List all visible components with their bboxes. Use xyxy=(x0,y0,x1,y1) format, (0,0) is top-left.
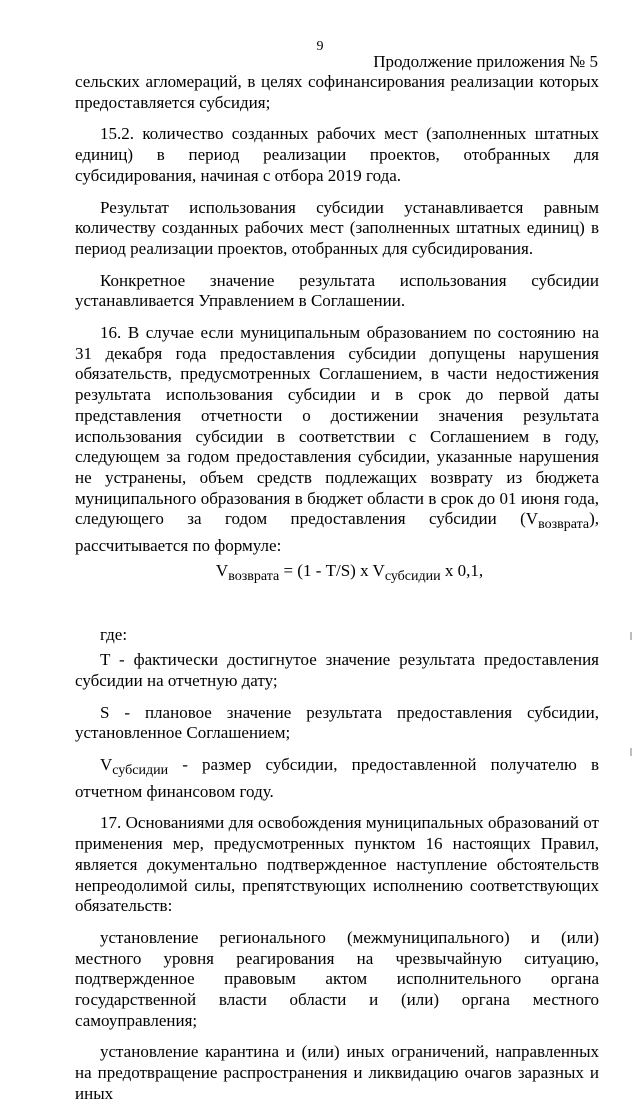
paragraph-17: 17. Основаниями для освобождения муниципальных образований от применения мер, предусмотренных пунктом 16 настоящих Правил, является документально подтвержденное наступление обстоятельств непреодолимой силы, препятствующих исполнению соответствующих обязательств: xyxy=(75,813,599,916)
definition-v-letter: V xyxy=(100,754,113,774)
paragraph-16-end: ), рассчитывается по формуле: xyxy=(75,509,599,556)
paragraph-quarantine: установление карантина и (или) иных ограничений, направленных на предотвращение распространения и ликвидацию очагов заразных и иных xyxy=(75,1042,599,1103)
definition-t: T - фактически достигнутое значение результата предоставления субсидии на отчетную дату; xyxy=(75,650,599,690)
where-label: где: xyxy=(100,625,128,645)
paragraph-15-2: 15.2. количество созданных рабочих мест (заполненных штатных единиц) в период реализации проектов, отобранных для субсидирования, начиная с отбора 2019 года. xyxy=(75,124,599,185)
paragraph-specific-value: Конкретное значение результата использования субсидии устанавливается Управлением в Соглашении. xyxy=(75,270,599,311)
paragraph-16 xyxy=(75,323,599,557)
paragraph-result: Результат использования субсидии устанавливается равным количеству созданных рабочих мест (заполненных штатных единиц) в период реализации проектов, отобранных для субсидирования. xyxy=(75,197,599,258)
page-number: 9 xyxy=(316,39,324,54)
return-formula xyxy=(75,561,599,588)
paragraph-regional-response: установление регионального (межмуниципального) и (или) местного уровня реагирования на чрезвычайную ситуацию, подтвержденное правовым актом исполнительного органа государственной власти области и (или) органа местного самоуправления; xyxy=(75,927,599,1030)
definition-v-text: - размер субсидии, предоставленной получателю в отчетном финансовом году. xyxy=(75,754,599,801)
formula-v1: V xyxy=(215,560,229,580)
paragraph-continuation: сельских агломераций, в целях софинансирования реализации которых предоставляется субсидия; xyxy=(75,72,599,112)
definition-v xyxy=(75,755,599,802)
formula-middle: = (1 - T/S) x V xyxy=(279,560,385,580)
definition-v-subscript: субсидии xyxy=(112,762,169,778)
formula-end: x 0,1, xyxy=(440,560,484,580)
paragraph-16-subscript: возврата xyxy=(538,517,590,533)
scan-edge-mark xyxy=(630,632,632,640)
definition-s: S - плановое значение результата предоставления субсидии, установленное Соглашением; xyxy=(75,702,599,743)
formula-subscript-2: субсидии xyxy=(384,568,441,584)
appendix-label: Продолжение приложения № 5 xyxy=(373,52,598,71)
scan-edge-mark xyxy=(630,748,632,756)
formula-subscript-1: возврата xyxy=(228,568,280,584)
paragraph-16-main: 16. В случае если муниципальным образованием по состоянию на 31 декабря года предоставления субсидии допущены нарушения обязательств, предусмотренных Соглашением, в части недостижения результата использования субсидии и в срок до первой даты представления отчетности о достижении значения результата использования субсидии в соответствии с Соглашением в году, следующем за годом предоставления субсидии, указанные нарушения не устранены, объем средств подлежащих возврату из бюджета муниципального образования в бюджет области в срок до 01 июня года, следующего за годом предоставления субсидии (V xyxy=(75,323,599,529)
document-body xyxy=(75,72,599,1116)
